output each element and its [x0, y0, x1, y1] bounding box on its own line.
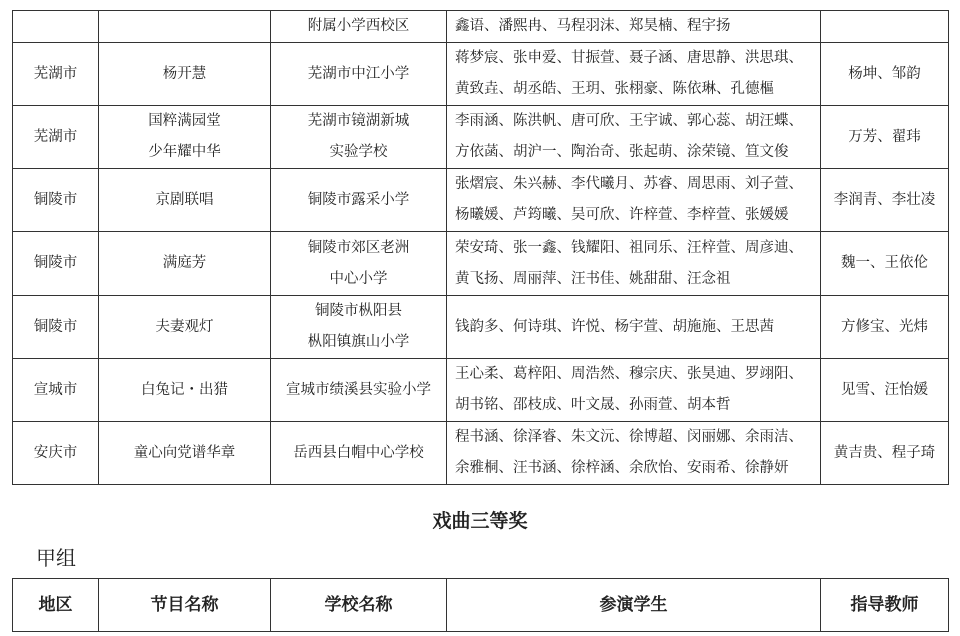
- header-row: [13, 579, 949, 632]
- header-region: 地区: [13, 579, 99, 632]
- header-students: 参演学生: [447, 579, 821, 632]
- awards-table-header: [12, 578, 949, 632]
- cell-students: 李雨涵、陈洪帆、唐可欣、王宇诚、郭心蕊、胡汪蝶、方依菡、胡沪一、陶治奇、张起萌、涂荣镜、笪文俊: [447, 106, 821, 169]
- cell-students: 钱韵多、何诗琪、许悦、杨宇萱、胡施施、王思茜: [447, 296, 821, 359]
- awards-table-continued: [12, 10, 949, 485]
- cell-students: 荣安琦、张一鑫、钱耀阳、祖同乐、汪梓萱、周彦迪、黄飞扬、周丽萍、汪书佳、姚甜甜、汪念祖: [447, 232, 821, 296]
- cell-region: 宣城市: [13, 359, 99, 422]
- cell-teachers: 杨坤、邹韵: [821, 43, 949, 106]
- cell-students: 鑫语、潘熙冉、马程羽沫、郑昊楠、程宇扬: [447, 11, 821, 43]
- cell-program: [99, 11, 271, 43]
- group-label: 甲组: [36, 546, 76, 570]
- table-row: [13, 11, 949, 43]
- cell-school: 芜湖市镜湖新城 实验学校: [271, 106, 447, 169]
- cell-teachers: 万芳、翟玮: [821, 106, 949, 169]
- header-program: 节目名称: [99, 579, 271, 632]
- cell-program: 国粹满园堂 少年耀中华: [99, 106, 271, 169]
- cell-school: 岳西县白帽中心学校: [271, 422, 447, 485]
- cell-teachers: 见雪、汪怡媛: [821, 359, 949, 422]
- cell-region: 安庆市: [13, 422, 99, 485]
- cell-students: 蒋梦宸、张申爱、甘振萱、聂子涵、唐思静、洪思琪、黄致垚、胡丞皓、王玥、张栩豪、陈依琳、孔德樞: [447, 43, 821, 106]
- table-row: [13, 359, 949, 422]
- header-teachers: 指导教师: [821, 579, 949, 632]
- cell-school: 宣城市绩溪县实验小学: [271, 359, 447, 422]
- cell-program: 京剧联唱: [99, 169, 271, 232]
- cell-teachers: 黄吉贵、程子琦: [821, 422, 949, 485]
- cell-teachers: 魏一、王依伦: [821, 232, 949, 296]
- cell-region: 铜陵市: [13, 232, 99, 296]
- table-row: [13, 43, 949, 106]
- cell-students: 王心柔、葛梓阳、周浩然、穆宗庆、张昊迪、罗翊阳、胡书铭、邵枝成、叶文晟、孙雨萱、胡本哲: [447, 359, 821, 422]
- cell-teachers: 方修宝、光炜: [821, 296, 949, 359]
- cell-program: 满庭芳: [99, 232, 271, 296]
- cell-region: 铜陵市: [13, 296, 99, 359]
- cell-students: 张熠宸、朱兴赫、李代曦月、苏睿、周思雨、刘子萱、杨曦媛、芦筠曦、吴可欣、许梓萱、李梓萱、张媛媛: [447, 169, 821, 232]
- cell-school: 芜湖市中江小学: [271, 43, 447, 106]
- cell-school: 附属小学西校区: [271, 11, 447, 43]
- cell-teachers: [821, 11, 949, 43]
- header-school: 学校名称: [271, 579, 447, 632]
- section-title: 戏曲三等奖: [432, 510, 528, 532]
- cell-region: [13, 11, 99, 43]
- cell-teachers: 李润青、李壮凌: [821, 169, 949, 232]
- cell-school: 铜陵市枞阳县 枞阳镇旗山小学: [271, 296, 447, 359]
- cell-region: 芜湖市: [13, 43, 99, 106]
- table-row: [13, 232, 949, 296]
- cell-program: 夫妻观灯: [99, 296, 271, 359]
- table-row: [13, 169, 949, 232]
- cell-region: 铜陵市: [13, 169, 99, 232]
- cell-program: 童心向党谱华章: [99, 422, 271, 485]
- cell-region: 芜湖市: [13, 106, 99, 169]
- cell-school: 铜陵市郊区老洲 中心小学: [271, 232, 447, 296]
- cell-students: 程书涵、徐泽睿、朱文沅、徐博超、闵丽娜、余雨洁、余雅桐、汪书涵、徐梓涵、余欣怡、安雨希、徐静妍: [447, 422, 821, 485]
- table-row: [13, 422, 949, 485]
- cell-school: 铜陵市露采小学: [271, 169, 447, 232]
- table-row: [13, 296, 949, 359]
- table-row: [13, 106, 949, 169]
- cell-program: 白兔记・出猎: [99, 359, 271, 422]
- cell-program: 杨开慧: [99, 43, 271, 106]
